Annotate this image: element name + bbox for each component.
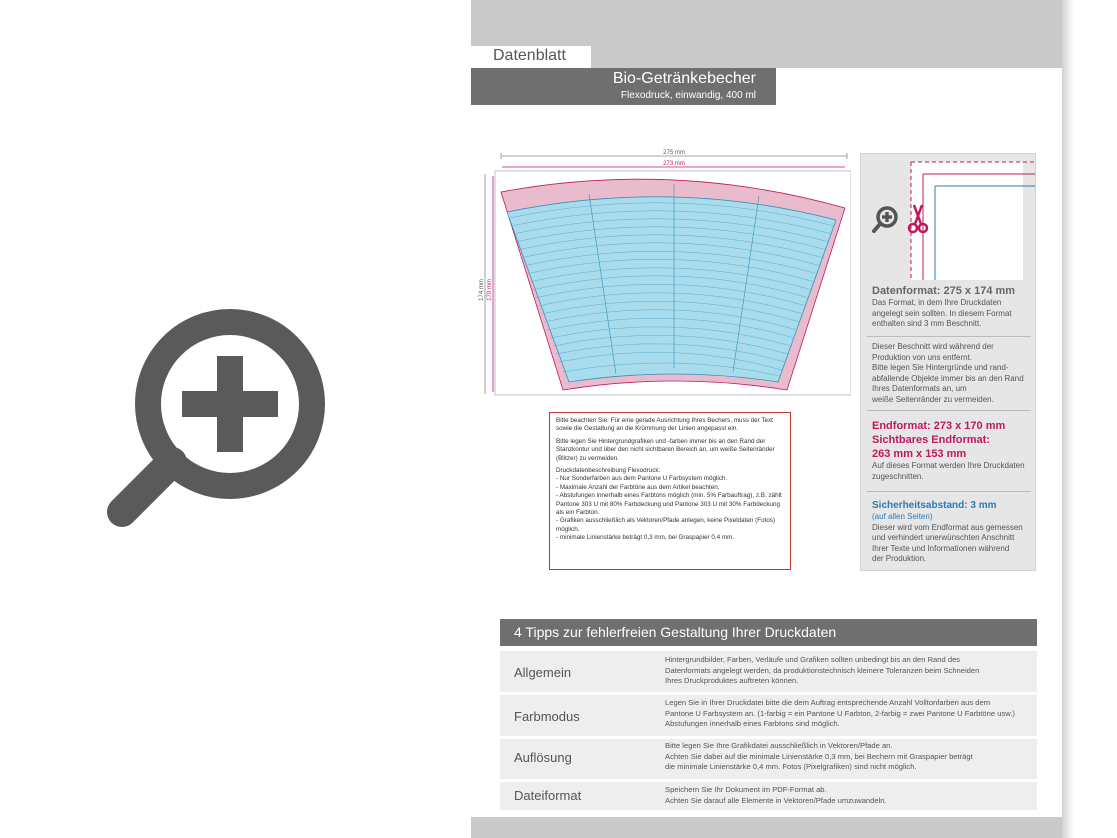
endformat-line: zugeschnitten.	[872, 471, 924, 481]
datenformat-line: Das Format, in dem Ihre Druckdaten	[872, 298, 1002, 307]
tip-text	[665, 741, 1037, 773]
sicherheit-line: und verhindert unerwünschten Anschnitt	[872, 533, 1015, 542]
tip-row-allgemein	[500, 651, 1037, 692]
tip-line: Bitte legen Sie Ihre Grafikdatei ausschließlich in Vektoren/Pfade an.	[665, 741, 893, 750]
tip-text	[665, 655, 1037, 687]
tip-row-aufloesung	[500, 739, 1037, 779]
sicherheit-line: Ihrer Texte und Informationen während	[872, 543, 1010, 553]
tab-datenblatt	[471, 46, 591, 69]
tips-title: 4 Tipps zur fehlerfreien Gestaltung Ihrer Druckdaten	[514, 624, 837, 640]
tip-line: Pantone U Farbsystem an. (1-farbig = ein Pantone U Farbton, 2-farbig = zwei Pantone U Farbtöne usw.)	[665, 708, 1015, 718]
beschnitt-line: Produktion von uns entfernt.	[872, 352, 973, 362]
tab-label: Datenblatt	[493, 47, 566, 64]
beschnitt-line: Bitte legen Sie Hintergründe und rand-	[872, 363, 1009, 372]
tip-row-farbmodus	[500, 695, 1037, 736]
page-shadow	[1062, 0, 1074, 838]
datenformat-info	[872, 285, 1015, 330]
sicherheit-info	[872, 499, 1023, 565]
note-item: - Nur Sonderfarben aus dem Pantone U Farbsystem möglich.	[556, 475, 728, 483]
tip-label: Allgemein	[514, 665, 572, 680]
beschnitt-line: Ihres Datenformats an, um	[872, 384, 967, 393]
sichtbar-title: Sichtbares Endformat:	[872, 434, 990, 446]
tip-label: Farbmodus	[514, 709, 580, 724]
note-item: - Abstufungen innerhalb eines Farbtons möglich (min. 5% Farbauftrag), z.B. zählt Pantone 303 U mit 80% Farbdeckung und Pantone 303 U mit 30% Farbdeckung als ein Farbton.	[556, 492, 782, 517]
divider	[867, 410, 1031, 411]
beschnitt-line: abfallende Objekte immer bis an den Rand	[872, 373, 1024, 383]
sicherheit-line: Dieser wird vom Endformat aus gemessen	[872, 522, 1023, 532]
endformat-title: Endformat: 273 x 170 mm	[872, 420, 1006, 432]
sicherheit-title: Sicherheitsabstand: 3 mm	[872, 500, 997, 511]
format-info-panel	[860, 153, 1036, 571]
product-title: Bio-Getränkebecher	[612, 70, 756, 87]
footer-band	[471, 817, 1062, 838]
cup-diagram	[471, 140, 851, 405]
beschnitt-info	[872, 342, 1024, 405]
note-item: - Maximale Anzahl der Farbtöne aus dem Artikel beachten.	[556, 483, 720, 491]
tip-text	[665, 698, 1037, 730]
endformat-info	[872, 419, 1025, 482]
tips-header	[500, 619, 1037, 646]
tip-line: Achten Sie dabei auf die minimale Linienstärke 0,3 mm, bei Bechern mit Graspapier beträgt	[665, 751, 973, 761]
note-alignment: Bitte beachten Sie: Für eine gerade Ausrichtung Ihres Bechers, muss der Text sowie die Gestaltung an die Krümmung der Linien angepasst ein.	[556, 417, 773, 433]
tip-line: die minimale Linienstärke 0,4 mm. Fotos (Pixelgrafiken) sind nicht möglich.	[665, 762, 917, 771]
sichtbar-size: 263 mm x 153 mm	[872, 448, 967, 460]
title-bar	[471, 68, 776, 105]
note-background: Bitte legen Sie Hintergrundgrafiken und -farben immer bis an den Rand der Stanzkontur und über den nicht sichtbaren Bereich an, um weiße Seitenränder (Blitzer) zu vermeiden.	[556, 437, 775, 462]
zoom-in-icon[interactable]	[100, 290, 360, 550]
notes-box	[549, 412, 791, 570]
note-item: - Grafiken ausschließlich als Vektoren/Pfade anlegen, keine Pixeldaten (Fotos) möglich.	[556, 517, 776, 533]
beschnitt-line: weiße Seitenränder zu vermeiden.	[872, 394, 994, 404]
dim-outer-height: 174 mm	[479, 279, 485, 301]
dim-inner-height: 170 mm	[487, 279, 493, 301]
datenformat-title: Datenformat: 275 x 174 mm	[872, 285, 1016, 297]
beschnitt-line: Dieser Beschnitt wird während der	[872, 342, 994, 351]
note-flexo-title: Druckdatenbeschreibung Flexodruck:	[556, 467, 661, 475]
divider	[867, 336, 1031, 337]
endformat-line: Auf dieses Format werden Ihre Druckdaten	[872, 461, 1025, 470]
dim-outer-width: 275 mm	[663, 150, 685, 156]
tip-label: Auflösung	[514, 750, 572, 765]
datenformat-line: enthalten sind 3 mm Beschnitt.	[872, 319, 982, 328]
divider	[867, 491, 1031, 492]
zoom-in-icon[interactable]	[871, 204, 901, 234]
corner-preview	[861, 154, 1035, 280]
tip-line: Datenformats angelegt werden, da produktionstechnisch kleinere Toleranzen beim Schneiden	[665, 665, 980, 675]
datenformat-line: angelegt sein sollten. In diesem Format	[872, 308, 1012, 318]
scissors-icon	[907, 202, 929, 234]
tip-line: Achten Sie darauf alle Elemente in Vektoren/Pfade umzuwandeln.	[665, 795, 887, 805]
tip-row-dateiformat	[500, 782, 1037, 810]
sicherheit-line: der Produktion.	[872, 554, 927, 563]
dim-inner-width: 273 mm	[663, 161, 685, 167]
product-subtitle: Flexodruck, einwandig, 400 ml	[620, 90, 756, 101]
tip-label: Dateiformat	[514, 788, 582, 803]
sicherheit-sub: (auf allen Seiten)	[872, 512, 933, 521]
tip-line: Speichern Sie Ihr Dokument im PDF-Format ab.	[665, 785, 827, 794]
tip-line: Abstufungen innerhalb eines Farbtons sind möglich.	[665, 719, 840, 728]
tip-line: Legen Sie in Ihrer Druckdatei bitte die dem Auftrag entsprechende Anzahl Volltonfarben aus dem	[665, 698, 991, 707]
tip-line: Hintergrundbilder, Farben, Verläufe und Grafiken sollten unbedingt bis an den Rand des	[665, 655, 961, 664]
tip-text	[665, 785, 1037, 806]
datasheet-page	[471, 0, 1062, 838]
note-item: - minimale Linienstärke beträgt 0,3 mm, bei Graspapier 0,4 mm.	[556, 534, 735, 542]
tip-line: Ihres Druckproduktes auftreten können.	[665, 676, 799, 685]
